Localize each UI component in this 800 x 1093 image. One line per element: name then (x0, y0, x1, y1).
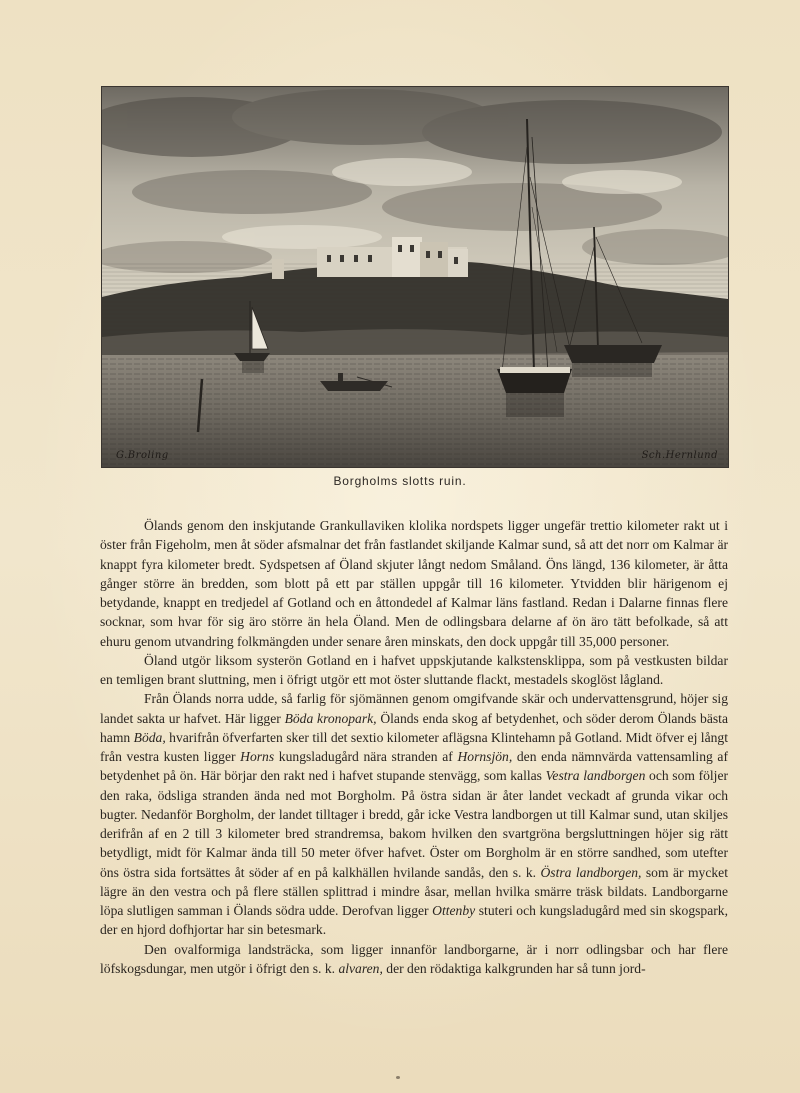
text-run: hvarifrån öfverfarten sker till det sextio kilometer aflägsna Klintehamn på Gotland. Midt öfver ej långt från vestra kusten ligger (100, 729, 728, 764)
illustration-caption: Borgholms slotts ruin. (333, 474, 467, 488)
text-run: som är mycket lägre än den vestra och på flere ställen splittrad i mindre åsar, mellan hvilka smärre träsk bildats. Landborgarne löpa slutligen samman i Ölands södra udde. Derofvan ligger (100, 864, 728, 918)
italic-term: Böda kronopark, (284, 710, 377, 726)
body-text (100, 516, 728, 978)
italic-term: Böda, (133, 729, 166, 745)
italic-term: Vestra landborgen (545, 768, 646, 784)
italic-term: Östra landborgen, (540, 864, 642, 880)
text-run: stuteri och kungsladugård med sin skogspark, der en hjord dofhjortar har sin betesmark. (100, 903, 728, 938)
engraving-illustration (102, 87, 728, 467)
engraver-signature-right: Sch.Hernlund (641, 450, 718, 461)
castle-ruin-engraving (101, 86, 729, 468)
paragraph (100, 516, 728, 651)
text-run: kungsladugård nära stranden af (274, 749, 458, 764)
text-run: och som följer den raka, ödsliga stranden ända ned mot Borgholm. På östra sidan är åter landet veckadt af grunda vikar och bugter. Nedanför Borgholm, der landet tilltager i bredd, går icke Vestra landborgen ut till Kalmar sund, utan skiljes derifrån af en 2 till 3 kilometer bred strandremsa, bakom hvilken den svartgröna bergsluttningen höjer sig rätt betydligt, midt för Kalmar ända till 50 meter öfver hafvet. Öster om Borgholm är en större sandhed, som utefter öns östra sida fortsättes åt söder af en på kalkhällen hvilande sandås, den s. k. (100, 768, 729, 880)
paragraph (100, 689, 728, 939)
engraver-signature-left: G.Broling (116, 450, 169, 461)
text-run: den enda nämnvärda vattensamling af betydenhet på ön. Här börjar den rakt ned i hafvet stupande stenvägg, som kallas (100, 749, 728, 784)
italic-term: Horns (240, 749, 275, 764)
text-run: der den rödaktiga kalkgrunden har så tunn jord- (382, 960, 646, 976)
text-run: Den ovalformiga landsträcka, som ligger innanför landborgarne, är i norr odlingsbar och har flere löfskogsdungar, men utgör i öfrigt den s. k. (100, 941, 728, 976)
italic-term: alvaren, (338, 960, 383, 976)
text-run: Ölands enda skog af betydenhet, och söder derom Ölands bästa hamn (100, 710, 728, 745)
text-run: Öland utgör liksom systerön Gotland en i hafvet uppskjutande kalkstensklippa, som på vestkusten bildar en temligen brant sluttning, men i öfrigt utgör ett mot öster sluttande flackt, mestadels skoglöst lågland. (100, 652, 728, 687)
italic-term: Ottenby (432, 903, 476, 918)
paragraph (100, 651, 728, 690)
paragraph (100, 940, 728, 979)
text-run: Ölands genom den inskjutande Grankullaviken klolika nordspets ligger ungefär trettio kilometer rakt ut i öster från Figeholm, men åt söder afsmalnar det från fastlandet skiljande Kalmar sund, så att det norr om Kalmar är knappt fyra kilometer bredt. Sydspetsen af Öland skjuter långt nedom Småland. Öns längd, 136 kilometer, är åtta gånger större än bredden, som blott på ett par ställen uppgår till 16 kilometer. Ytvidden blir härigenom ej betydande, knappt en tredjedel af Gotland och en åttondedel af Kalmar läns fastland. Redan i Dalarne finnas flere socknar, som hvar för sig äro större än hela Öland. Men de odlingsbara delarne af ön äro tätt befolkade, så att ehuru genom utvandring folkmängden under senare åren minskats, den dock uppgår till 35,000 personer. (100, 518, 728, 649)
page-mark (396, 1076, 400, 1079)
text-run: Från Ölands norra udde, så farlig för sjömännen genom omgifvande skär och undervattensgrund, höjer sig landet sakta ur hafvet. Här ligger (100, 691, 728, 726)
italic-term: Hornsjön, (457, 749, 513, 764)
